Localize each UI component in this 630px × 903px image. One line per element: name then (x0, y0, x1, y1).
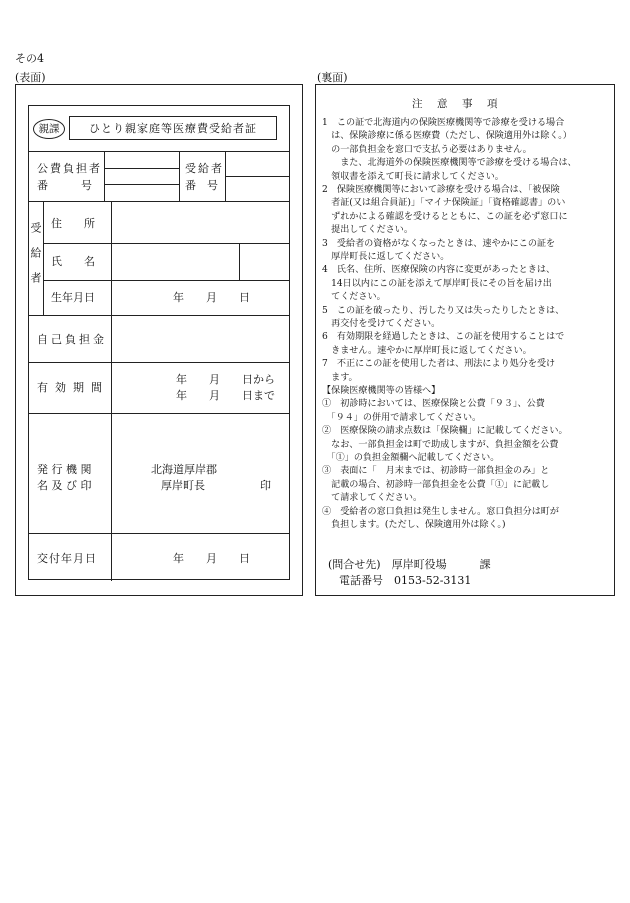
notice-line: 再交付を受けてください。 (322, 319, 441, 329)
notice-line: 1 この証で北海道内の保険医療機関等で診療を受ける場合 (322, 118, 565, 128)
public-payer-label-1: 公費負担者 (37, 162, 102, 175)
notice-line: ずれかによる確認を受けるとともに、この証を必ず窓口に (322, 211, 568, 222)
notice-line: ます。 (322, 372, 358, 383)
notice-line: て請求してください。 (322, 493, 423, 504)
birth-date-value: 年 月 日 (173, 291, 250, 304)
notice-line: また、北海道外の保険医療機関等で診療を受ける場合は、 (322, 158, 577, 169)
digit-line (104, 168, 179, 169)
notice-line: 記載の場合、初診時一部負担金を公費「①」に記載し (322, 479, 550, 490)
notice-line: 2 保険医療機関等において診療を受ける場合は、「被保険 (322, 185, 560, 195)
recipient-no-label-2: 番 号 (185, 179, 218, 192)
notice-title: 注 意 事 項 (412, 98, 500, 110)
issuer-label-2: 名 及 び 印 (37, 479, 92, 492)
col-divider (239, 243, 240, 280)
issuer-label-1: 発 行 機 関 (37, 463, 92, 476)
notice-line: 提出してください。 (322, 225, 413, 236)
issuer-value-2: 厚岸町長 印 (161, 479, 271, 492)
department-badge: 親課 (33, 119, 65, 139)
certificate-card (28, 105, 290, 580)
notice-line: は、保険診療に係る医療費（ただし、保険適用外は除く。） (322, 131, 572, 142)
col-divider (104, 151, 105, 201)
row-divider (43, 280, 289, 281)
notice-line: ③ 表面に「 月末までは、初診時一部負担金のみ」と (322, 466, 550, 477)
row-divider (29, 201, 289, 202)
recipient-group-label: 受給者 (29, 222, 42, 297)
notice-line: 3 受給者の資格がなくなったときは、速やかにこの証を (322, 238, 556, 249)
notice-line: の一部負担金を窓口で支払う必要はありません。 (322, 144, 532, 155)
back-side-label: (裏面) (317, 71, 348, 84)
contact-line-2: 電話番号 0153-52-3131 (339, 574, 472, 587)
public-payer-label-2: 番 号 (37, 179, 92, 192)
notice-line: きません。速やかに厚岸町長に返してください。 (322, 345, 532, 356)
notice-line: 4 氏名、住所、医療保険の内容に変更があったときは、 (322, 265, 556, 276)
issuer-value-1: 北海道厚岸郡 (151, 463, 217, 476)
digit-line (104, 184, 179, 185)
copay-label: 自己負担金 (37, 333, 107, 346)
notice-line: なお、一部負担金は町で助成しますが、負担金額を公費 (322, 439, 559, 450)
row-divider (29, 315, 289, 316)
notice-line: 「①」の負担金額欄へ記載してください。 (322, 453, 500, 463)
issue-date-label: 交付年月日 (37, 552, 97, 565)
validity-to: 年 月 日まで (176, 389, 275, 402)
notice-line: てください。 (322, 292, 386, 303)
row-divider (29, 362, 289, 363)
birth-date-label: 生年月日 (51, 291, 95, 304)
issue-date-value: 年 月 日 (173, 552, 250, 565)
address-label: 住 所 (51, 217, 95, 230)
col-divider (111, 533, 112, 581)
notice-line: 5 この証を破ったり、汚したり又は失ったりしたときは、 (322, 305, 565, 316)
notice-line: 者証(又は組合員証)」「マイナ保険証」「資格確認書」のい (322, 198, 566, 209)
notice-line: 14日以内にこの証を添えて厚岸町長にその旨を届け出 (322, 278, 552, 289)
notice-line: 厚岸町長に返してください。 (322, 252, 450, 262)
notice-line: 【保険医療機関等の皆様へ】 (322, 386, 441, 396)
notice-line: 負担します。(ただし、保険適用外は除く。) (322, 520, 506, 530)
row-divider (29, 151, 289, 152)
validity-from: 年 月 日から (176, 373, 275, 386)
front-panel (15, 84, 303, 596)
form-number-label: その4 (15, 52, 44, 65)
notice-line: ① 初診時においては、医療保険と公費「９３」、公費 (322, 399, 545, 410)
row-divider (29, 533, 289, 534)
back-panel (315, 84, 615, 596)
col-divider (179, 151, 180, 201)
row-divider (43, 243, 289, 244)
contact-line-1: (問合せ先) 厚岸町役場 課 (328, 558, 491, 571)
notice-line: ④ 受給者の窓口負担は発生しません。窓口負担分は町が (322, 506, 559, 517)
col-divider (43, 201, 44, 315)
notice-line: 7 不正にこの証を使用した者は、刑法により処分を受け (322, 359, 556, 370)
certificate-title: ひとり親家庭等医療費受給者証 (69, 116, 277, 140)
validity-label: 有効期間 (37, 381, 109, 394)
notice-line: ② 医療保険の請求点数は「保険欄」に記載してください。 (322, 426, 568, 437)
row-divider (29, 413, 289, 414)
notice-line: 領収書を添えて町長に請求してください。 (322, 171, 504, 182)
recipient-no-label-1: 受給者 (185, 162, 224, 175)
digit-line (225, 176, 289, 177)
front-side-label: (表面) (15, 71, 46, 84)
notice-line: 「９４」の併用で請求してください。 (322, 412, 482, 423)
name-label: 氏 名 (51, 255, 95, 268)
col-divider (111, 201, 112, 533)
notice-line: 6 有効期限を経過したときは、この証を使用することはで (322, 332, 565, 343)
